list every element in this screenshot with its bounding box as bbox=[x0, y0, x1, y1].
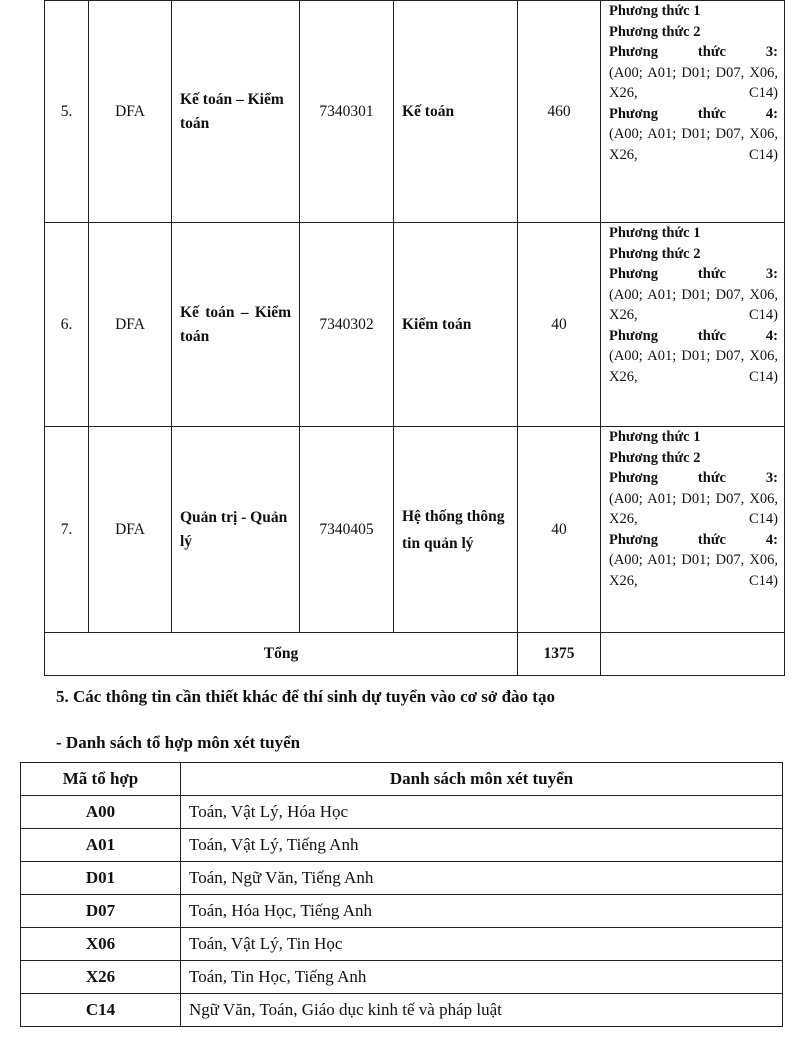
table-row bbox=[45, 223, 785, 427]
major-name: Kiểm toán bbox=[394, 223, 518, 427]
row-number: 5. bbox=[45, 1, 89, 223]
combo-code: A00 bbox=[21, 796, 181, 829]
combo-subjects: Toán, Ngữ Văn, Tiếng Anh bbox=[181, 862, 783, 895]
total-label: Tổng bbox=[45, 633, 518, 676]
table-header-row bbox=[21, 763, 783, 796]
school-code: DFA bbox=[89, 223, 172, 427]
field-group: Kế toán – Kiểm toán bbox=[172, 1, 300, 223]
table-row bbox=[21, 796, 783, 829]
sub-heading: - Danh sách tổ hợp môn xét tuyển bbox=[56, 733, 301, 752]
method-4: Phương thức 4: bbox=[609, 327, 778, 344]
table-row bbox=[21, 994, 783, 1027]
row-number: 7. bbox=[45, 427, 89, 633]
admission-methods bbox=[601, 427, 785, 633]
combo-subjects: Toán, Tin Học, Tiếng Anh bbox=[181, 961, 783, 994]
field-group bbox=[172, 223, 300, 427]
method-4: Phương thức 4: bbox=[609, 105, 778, 122]
combo-code: X06 bbox=[21, 928, 181, 961]
quota: 40 bbox=[518, 427, 601, 633]
school-code: DFA bbox=[89, 427, 172, 633]
method-3: Phương thức 3: bbox=[609, 470, 778, 486]
combo-code: A01 bbox=[21, 829, 181, 862]
major-name: Hệ thống thông tin quản lý bbox=[394, 427, 518, 633]
table-row bbox=[21, 895, 783, 928]
header-combo-code: Mã tổ hợp bbox=[21, 763, 181, 796]
table-row bbox=[45, 427, 785, 633]
method-2: Phương thức 2 bbox=[609, 23, 701, 40]
method-4-combos: (A00; A01; D01; D07, X06, X26, C14) bbox=[609, 348, 778, 385]
admission-methods bbox=[601, 223, 785, 427]
method-4-combos: (A00; A01; D01; D07, X06, X26, C14) bbox=[609, 552, 778, 589]
combo-subjects: Toán, Vật Lý, Tiếng Anh bbox=[181, 829, 783, 862]
program-table bbox=[44, 0, 785, 676]
table-row bbox=[21, 862, 783, 895]
major-code: 7340301 bbox=[300, 1, 394, 223]
total-value: 1375 bbox=[518, 633, 601, 676]
combination-table bbox=[20, 762, 783, 1027]
table-row bbox=[21, 961, 783, 994]
combo-code: X26 bbox=[21, 961, 181, 994]
combo-subjects: Ngữ Văn, Toán, Giáo dục kinh tế và pháp luật bbox=[181, 994, 783, 1027]
combo-code: D07 bbox=[21, 895, 181, 928]
combo-code: C14 bbox=[21, 994, 181, 1027]
total-row bbox=[45, 633, 785, 676]
table-row bbox=[21, 829, 783, 862]
method-3: Phương thức 3: bbox=[609, 266, 778, 282]
method-1: Phương thức 1 bbox=[609, 225, 701, 241]
major-code: 7340302 bbox=[300, 223, 394, 427]
major-code: 7340405 bbox=[300, 427, 394, 633]
method-3-combos: (A00; A01; D01; D07, X06, X26, C14) bbox=[609, 490, 778, 527]
quota: 40 bbox=[518, 223, 601, 427]
method-3: Phương thức 3: bbox=[609, 44, 778, 60]
method-2: Phương thức 2 bbox=[609, 449, 701, 466]
table-row bbox=[21, 928, 783, 961]
school-code: DFA bbox=[89, 1, 172, 223]
method-1: Phương thức 1 bbox=[609, 429, 701, 445]
method-3-combos: (A00; A01; D01; D07, X06, X26, C14) bbox=[609, 286, 778, 323]
combo-subjects: Toán, Vật Lý, Hóa Học bbox=[181, 796, 783, 829]
major-name: Kế toán bbox=[394, 1, 518, 223]
method-1: Phương thức 1 bbox=[609, 3, 701, 19]
combo-subjects: Toán, Hóa Học, Tiếng Anh bbox=[181, 895, 783, 928]
method-4: Phương thức 4: bbox=[609, 531, 778, 548]
field-group-text: Kế toán – Kiểm toán bbox=[180, 303, 291, 345]
quota: 460 bbox=[518, 1, 601, 223]
combo-code: D01 bbox=[21, 862, 181, 895]
method-3-combos: (A00; A01; D01; D07, X06, X26, C14) bbox=[609, 64, 778, 101]
method-4-combos: (A00; A01; D01; D07, X06, X26, C14) bbox=[609, 126, 778, 163]
row-number: 6. bbox=[45, 223, 89, 427]
header-subject-list: Danh sách môn xét tuyển bbox=[181, 763, 783, 796]
combo-subjects: Toán, Vật Lý, Tin Học bbox=[181, 928, 783, 961]
section-heading: 5. Các thông tin cần thiết khác để thí sinh dự tuyển vào cơ sở đào tạo bbox=[56, 687, 555, 706]
admission-methods bbox=[601, 1, 785, 223]
empty-cell bbox=[601, 633, 785, 676]
table-row bbox=[45, 1, 785, 223]
field-group: Quản trị - Quản lý bbox=[172, 427, 300, 633]
method-2: Phương thức 2 bbox=[609, 245, 701, 262]
